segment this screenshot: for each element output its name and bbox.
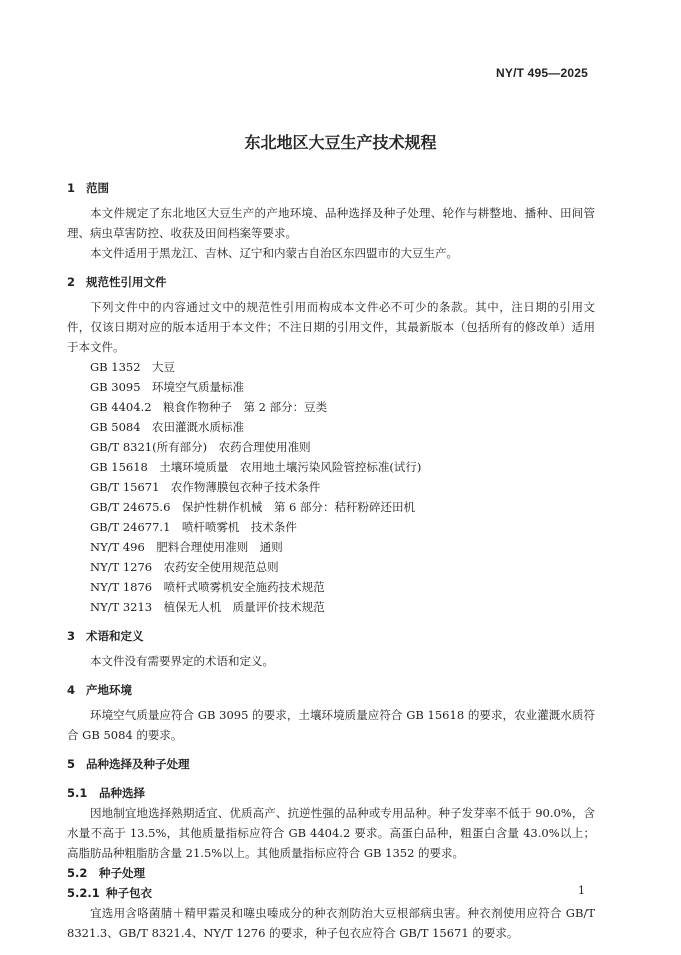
page-number: 1	[578, 884, 585, 897]
paragraph: 本文件规定了东北地区大豆生产的产地环境、品种选择及种子处理、轮作与耕整地、播种、田间管理、病虫草害防控、收获及田间档案等要求。	[67, 206, 595, 240]
subsection-heading	[67, 863, 595, 883]
subsection-number: 5.1	[67, 786, 88, 800]
subsection-title: 品种选择	[99, 786, 145, 800]
paragraph: 本文件适用于黑龙江、吉林、辽宁和内蒙古自治区东四盟市的大豆生产。	[90, 246, 458, 260]
section-heading	[67, 626, 595, 646]
subsection-heading	[67, 783, 595, 803]
reference-item: GB 1352 大豆	[90, 360, 176, 374]
section-title: 品种选择及种子处理	[86, 757, 190, 771]
reference-item: GB/T 24677.1 喷杆喷雾机 技术条件	[90, 520, 297, 534]
section-number: 3	[67, 629, 76, 643]
section-number: 4	[67, 683, 76, 697]
document-body	[67, 178, 595, 943]
section-heading	[67, 754, 595, 774]
paragraph: 环境空气质量应符合 GB 3095 的要求，土壤环境质量应符合 GB 15618 的要求，农业灌溉水质符合 GB 5084 的要求。	[67, 708, 595, 742]
subsection-number: 5.2.1	[67, 886, 100, 900]
section-title: 产地环境	[86, 683, 132, 697]
subsection-title: 种子包衣	[106, 886, 152, 900]
subsection-number: 5.2	[67, 866, 88, 880]
section-heading	[67, 680, 595, 700]
paragraph: 下列文件中的内容通过文中的规范性引用而构成本文件必不可少的条款。其中，注日期的引用文件，仅该日期对应的版本适用于本文件；不注日期的引用文件，其最新版本（包括所有的修改单）适用于本文件。	[67, 300, 595, 354]
reference-item: GB/T 24675.6 保护性耕作机械 第 6 部分：秸秆粉碎还田机	[90, 500, 416, 514]
section-heading	[67, 272, 595, 292]
reference-item: GB/T 15671 农作物薄膜包衣种子技术条件	[90, 480, 321, 494]
paragraph: 本文件没有需要界定的术语和定义。	[90, 654, 274, 668]
reference-item: GB/T 8321(所有部分) 农药合理使用准则	[90, 440, 311, 454]
paragraph: 宜选用含咯菌腈＋精甲霜灵和噻虫嗪成分的种衣剂防治大豆根部病虫害。种衣剂使用应符合 GB/T 8321.3、GB/T 8321.4、NY/T 1276 的要求，种子包衣应符合 GB/T 15671 的要求。	[67, 906, 595, 940]
reference-item: NY/T 1876 喷杆式喷雾机安全施药技术规范	[90, 580, 325, 594]
reference-item: NY/T 496 肥料合理使用准则 通则	[90, 540, 283, 554]
paragraph: 因地制宜地选择熟期适宜、优质高产、抗逆性强的品种或专用品种。种子发芽率不低于 90.0%，含水量不高于 13.5%，其他质量指标应符合 GB 4404.2 要求。高蛋白品种，粗蛋白含量 43.0%以上；高脂肪品种粗脂肪含量 21.5%以上。其他质量指标应符合 GB 1352 的要求。	[67, 806, 595, 860]
section-number: 5	[67, 757, 76, 771]
section-title: 规范性引用文件	[86, 275, 167, 289]
standard-number: NY/T 495—2025	[496, 66, 588, 80]
reference-item: NY/T 3213 植保无人机 质量评价技术规范	[90, 600, 325, 614]
section-number: 1	[67, 181, 76, 195]
subsection-title: 种子处理	[99, 866, 145, 880]
reference-item: NY/T 1276 农药安全使用规范总则	[90, 560, 279, 574]
reference-item: GB 4404.2 粮食作物种子 第 2 部分：豆类	[90, 400, 328, 414]
reference-item: GB 5084 农田灌溉水质标准	[90, 420, 245, 434]
document-title: 东北地区大豆生产技术规程	[244, 133, 437, 152]
reference-item: GB 3095 环境空气质量标准	[90, 380, 245, 394]
section-title: 术语和定义	[86, 629, 144, 643]
section-heading	[67, 178, 595, 198]
reference-item: GB 15618 土壤环境质量 农用地土壤污染风险管控标准(试行)	[90, 460, 422, 474]
section-number: 2	[67, 275, 76, 289]
subsection-heading	[67, 883, 595, 903]
section-title: 范围	[86, 181, 109, 195]
